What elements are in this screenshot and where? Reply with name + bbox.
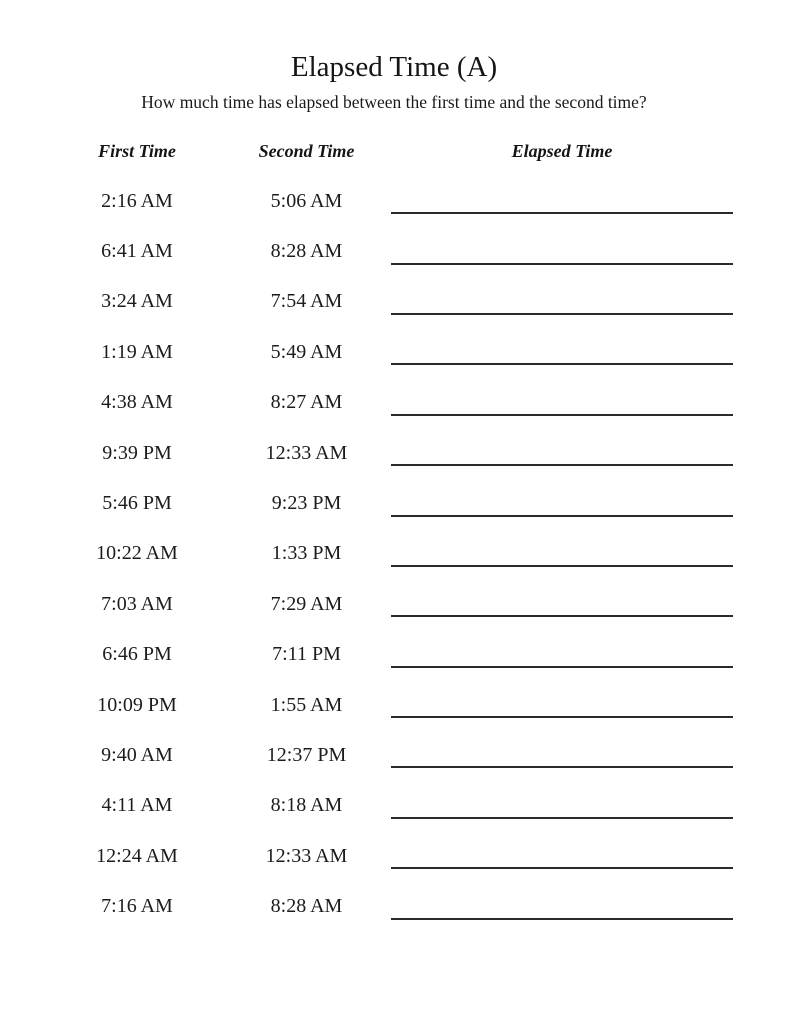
first-time-value: 3:24 AM bbox=[101, 290, 173, 313]
first-time-value: 7:16 AM bbox=[101, 895, 173, 918]
answer-blank-line bbox=[391, 716, 733, 718]
page-title: Elapsed Time (A) bbox=[290, 51, 498, 83]
elapsed-answer-cell bbox=[391, 226, 733, 276]
elapsed-answer-cell bbox=[391, 478, 733, 528]
elapsed-answer-cell bbox=[391, 428, 733, 478]
first-time-value: 10:22 AM bbox=[96, 542, 178, 565]
second-time-value: 7:29 AM bbox=[270, 592, 343, 615]
second-time-value: 1:55 AM bbox=[270, 693, 343, 716]
table-row bbox=[52, 428, 733, 478]
table-row bbox=[52, 781, 733, 831]
answer-blank-line bbox=[391, 464, 733, 466]
first-time-value: 4:11 AM bbox=[101, 794, 173, 817]
table-row bbox=[52, 327, 733, 377]
first-time-value: 9:40 AM bbox=[101, 743, 173, 766]
table-row bbox=[52, 579, 733, 629]
second-time-value: 7:11 PM bbox=[272, 643, 341, 666]
second-time-value: 8:28 AM bbox=[270, 895, 343, 918]
first-time-value: 9:39 PM bbox=[102, 441, 172, 464]
first-time-value: 5:46 PM bbox=[102, 492, 172, 515]
second-time-value: 8:18 AM bbox=[270, 794, 343, 817]
second-time-value: 12:37 PM bbox=[266, 743, 347, 766]
elapsed-answer-cell bbox=[391, 630, 733, 680]
answer-blank-line bbox=[391, 515, 733, 517]
answer-blank-line bbox=[391, 615, 733, 617]
second-time-value: 12:33 AM bbox=[265, 844, 348, 867]
second-time-value: 12:33 AM bbox=[265, 441, 348, 464]
elapsed-answer-cell bbox=[391, 277, 733, 327]
table-row bbox=[52, 378, 733, 428]
table-row bbox=[52, 529, 733, 579]
answer-blank-line bbox=[391, 212, 733, 214]
first-time-value: 7:03 AM bbox=[101, 592, 173, 615]
table-header-row bbox=[52, 141, 733, 162]
elapsed-answer-cell bbox=[391, 327, 733, 377]
answer-blank-line bbox=[391, 313, 733, 315]
answer-blank-line bbox=[391, 414, 733, 416]
first-time-value: 2:16 AM bbox=[101, 189, 173, 212]
elapsed-answer-cell bbox=[391, 680, 733, 730]
first-time-value: 1:19 AM bbox=[101, 340, 173, 363]
second-time-value: 8:28 AM bbox=[270, 240, 343, 263]
answer-blank-line bbox=[391, 363, 733, 365]
page-subtitle: How much time has elapsed between the first time and the second time? bbox=[141, 92, 647, 112]
elapsed-answer-cell bbox=[391, 378, 733, 428]
elapsed-answer-cell bbox=[391, 730, 733, 780]
column-header-elapsed-time: Elapsed Time bbox=[511, 141, 613, 161]
answer-blank-line bbox=[391, 263, 733, 265]
elapsed-answer-cell bbox=[391, 529, 733, 579]
second-time-value: 7:54 AM bbox=[270, 290, 343, 313]
elapsed-answer-cell bbox=[391, 831, 733, 881]
elapsed-answer-cell bbox=[391, 781, 733, 831]
answer-blank-line bbox=[391, 565, 733, 567]
answer-blank-line bbox=[391, 817, 733, 819]
first-time-value: 12:24 AM bbox=[96, 844, 178, 867]
table-row bbox=[52, 277, 733, 327]
second-time-value: 5:06 AM bbox=[270, 189, 343, 212]
table-row bbox=[52, 630, 733, 680]
table-row bbox=[52, 831, 733, 881]
first-time-value: 4:38 AM bbox=[101, 391, 173, 414]
column-header-first-time: First Time bbox=[98, 141, 176, 161]
answer-blank-line bbox=[391, 666, 733, 668]
first-time-value: 6:41 AM bbox=[101, 240, 173, 263]
elapsed-answer-cell bbox=[391, 579, 733, 629]
table-row bbox=[52, 176, 733, 226]
answer-blank-line bbox=[391, 918, 733, 920]
second-time-value: 8:27 AM bbox=[270, 391, 343, 414]
column-header-second-time: Second Time bbox=[258, 141, 355, 161]
first-time-value: 10:09 PM bbox=[97, 693, 177, 716]
second-time-value: 1:33 PM bbox=[271, 542, 342, 565]
answer-blank-line bbox=[391, 766, 733, 768]
table-row bbox=[52, 680, 733, 730]
elapsed-answer-cell bbox=[391, 881, 733, 931]
table-body bbox=[52, 176, 733, 932]
second-time-value: 9:23 PM bbox=[271, 492, 342, 515]
first-time-value: 6:46 PM bbox=[102, 643, 172, 666]
table-row bbox=[52, 478, 733, 528]
table-row bbox=[52, 730, 733, 780]
table-row bbox=[52, 226, 733, 276]
table-row bbox=[52, 881, 733, 931]
answer-blank-line bbox=[391, 867, 733, 869]
second-time-value: 5:49 AM bbox=[270, 340, 343, 363]
elapsed-answer-cell bbox=[391, 176, 733, 226]
